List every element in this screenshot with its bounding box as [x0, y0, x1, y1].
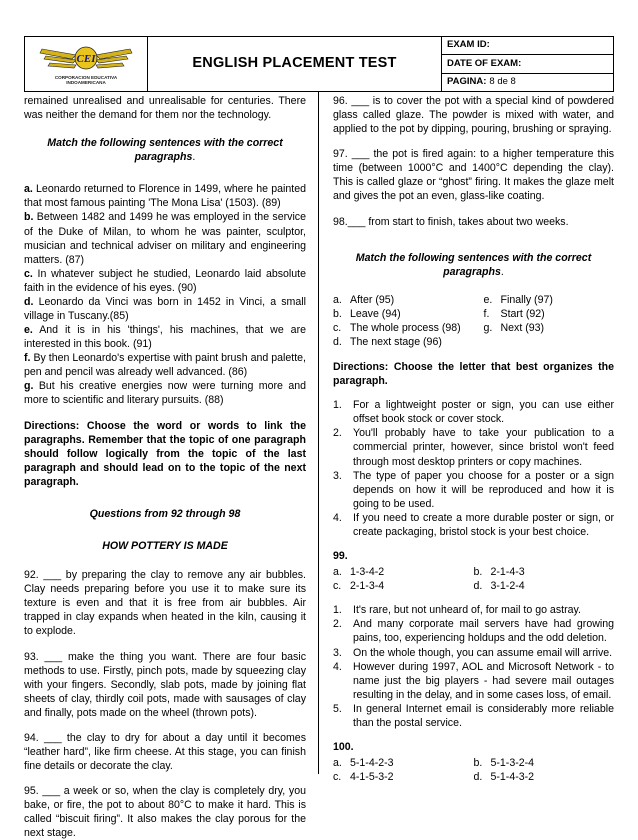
test-title: ENGLISH PLACEMENT TEST	[148, 37, 442, 91]
logo-cell	[25, 37, 148, 91]
svg-text:INDOAMERICANA: INDOAMERICANA	[66, 80, 106, 85]
header-table	[24, 36, 614, 92]
list-item: 4. If you need to create a more durable poster or sign, or create packaging, bristol stock is your best choice.	[333, 511, 614, 538]
list-item: 3. The type of paper you choose for a poster or a sign depends on how it will be reproduced and how it is going to be used.	[333, 469, 614, 510]
option-row: b. Leave (94) f. Start (92)	[333, 307, 545, 320]
sentence-d: d. Leonardo da Vinci was born in 1452 in Vinci, a small village in Tuscany.(85)	[24, 295, 306, 323]
option-row: d. The next stage (96)	[333, 336, 442, 349]
match-instruction-2: Match the following sentences with the correct paragraphs.	[355, 251, 592, 278]
questions-range-title: Questions from 92 through 98	[89, 507, 241, 520]
question-99-label: 99.	[333, 550, 348, 563]
list-item: 1. It's rare, but not unheard of, for mail to go astray.	[333, 604, 581, 617]
directions-link: Directions: Choose the word or words to link the paragraphs. Remember that the topic of one paragraph should follow logically from the topic of the last paragraph and should lead on to the topic of the next paragraph.	[24, 419, 306, 488]
question-92: 92. ___ by preparing the clay to remove any air bubbles. Clay needs preparing before you use it to make sure its texture is even and that it is free from air bubbles. Air trapped in clay expands when heated in the kiln, causing it to explode.	[24, 569, 306, 638]
list-item: 3. On the whole though, you can assume email will arrive.	[333, 646, 613, 659]
question-95: 95. ___ a week or so, when the clay is completely dry, you bake, or fire, the pot to about 80°C to make it hard. This is called “biscuit firing”. It also makes the clay porous for the next stage.	[24, 785, 306, 840]
svg-text:CORPORACION EDUCATIVA: CORPORACION EDUCATIVA	[54, 75, 118, 80]
exam-info	[442, 37, 613, 91]
sentence-c: c. In whatever subject he studied, Leonardo laid absolute faith in the evidence of his eyes. (90)	[24, 267, 306, 294]
pottery-title: HOW POTTERY IS MADE	[102, 540, 228, 553]
question-93: 93. ___ make the thing you want. There are four basic methods to use. Firstly, pinch pots, made by squeezing clay with your fingers. Secondly, slab pots, made by joining flat sheets of clay, thirdly coil pots, made with sausages of clay and finally, pots made on the wheel (thrown pots).	[24, 650, 306, 719]
date-of-exam-field: DATE OF EXAM:	[442, 55, 613, 73]
directions-organize: Directions: Choose the letter that best organizes the paragraph.	[333, 361, 614, 388]
paragraph-sentences-99	[333, 398, 614, 539]
column-divider	[318, 92, 319, 774]
question-99-options	[333, 565, 614, 593]
answer-row: c. 2-1-3-4 d. 3-1-2-4	[333, 580, 525, 593]
question-98: 98.___ from start to finish, takes about two weeks.	[333, 215, 569, 228]
sentence-f: f. By then Leonardo's expertise with paint brush and palette, pen and pencil was already well advanced. (86)	[24, 352, 306, 379]
answer-row: c. 4-1-5-3-2 d. 5-1-4-3-2	[333, 771, 535, 784]
sentence-a: a. Leonardo returned to Florence in 1499, where he painted that most famous painting 'The Mona Lisa' (1503). (89)	[24, 183, 306, 210]
sentence-e: e. And it is in his 'things', his machines, that we are interested in this book. (91)	[24, 324, 306, 351]
question-94: 94. ___ the clay to dry for about a day until it becomes “leather hard”, like firm cheese. At this stage, you can finish fine details or decorate the clay.	[24, 731, 306, 773]
sentence-g: g. But his creative energies now were turning more and more to scientific and literary pursuits. (88)	[24, 380, 306, 407]
option-row: a. After (95) e. Finally (97)	[333, 293, 553, 306]
paragraph-sentences-100	[333, 603, 614, 730]
school-logo	[36, 41, 136, 87]
list-item: 5. In general Internet email is considerably more reliable than the postal service.	[333, 702, 614, 729]
exam-id-field: EXAM ID:	[442, 37, 613, 55]
option-row: c. The whole process (98) g. Next (93)	[333, 321, 545, 334]
list-item: 2. And many corporate mail servers have had growing pains, too, experiencing holdups and the odd deletion.	[333, 618, 614, 645]
answer-row: a. 5-1-4-2-3 b. 5-1-3-2-4	[333, 757, 535, 770]
sentence-list	[24, 182, 306, 407]
question-100-label: 100.	[333, 740, 354, 753]
linker-options	[333, 293, 614, 349]
question-100-options	[333, 756, 614, 784]
right-column	[333, 94, 614, 784]
list-item: 2. You'll probably have to take your publication to a commercial printer, however, since bristol won't feed through most desktop printers or copy machines.	[333, 427, 614, 468]
answer-row: a. 1-3-4-2 b. 2-1-4-3	[333, 566, 525, 579]
page-number-field: PAGINA: 8 de 8	[447, 76, 516, 87]
question-97: 97. ___ the pot is fired again: to a higher temperature this time (between 1000°C and 1400°C depending the clay). This is called glaze or “ghost” firing. It makes the glaze melt and gives the pot an even, glass-like coating.	[333, 148, 614, 203]
left-column	[24, 94, 306, 840]
match-instruction: Match the following sentences with the correct paragraphs.	[47, 137, 283, 164]
question-96: 96. ___ is to cover the pot with a special kind of powdered glass called glaze. The powder is mixed with water, and applied to the pot by dipping, pouring, brushing or spraying.	[333, 95, 614, 136]
list-item: 4. However during 1997, AOL and Microsoft Network - to name just the big players - had severe mail outages resulting in the delay, and in some cases loss, of email.	[333, 660, 614, 701]
list-item: 1. For a lightweight poster or sign, you can use either offset book stock or cover stock.	[333, 399, 614, 426]
intro-text: remained unrealised and unrealisable for centuries. There was neither the demand for them nor the technology.	[24, 95, 306, 122]
sentence-b: b. Between 1482 and 1499 he was employed in the service of the Duke of Milan, to whom he was painter, sculptor, musician and technical adviser on military and engineering matters. (87)	[24, 211, 306, 266]
svg-text:CEI: CEI	[76, 53, 96, 65]
